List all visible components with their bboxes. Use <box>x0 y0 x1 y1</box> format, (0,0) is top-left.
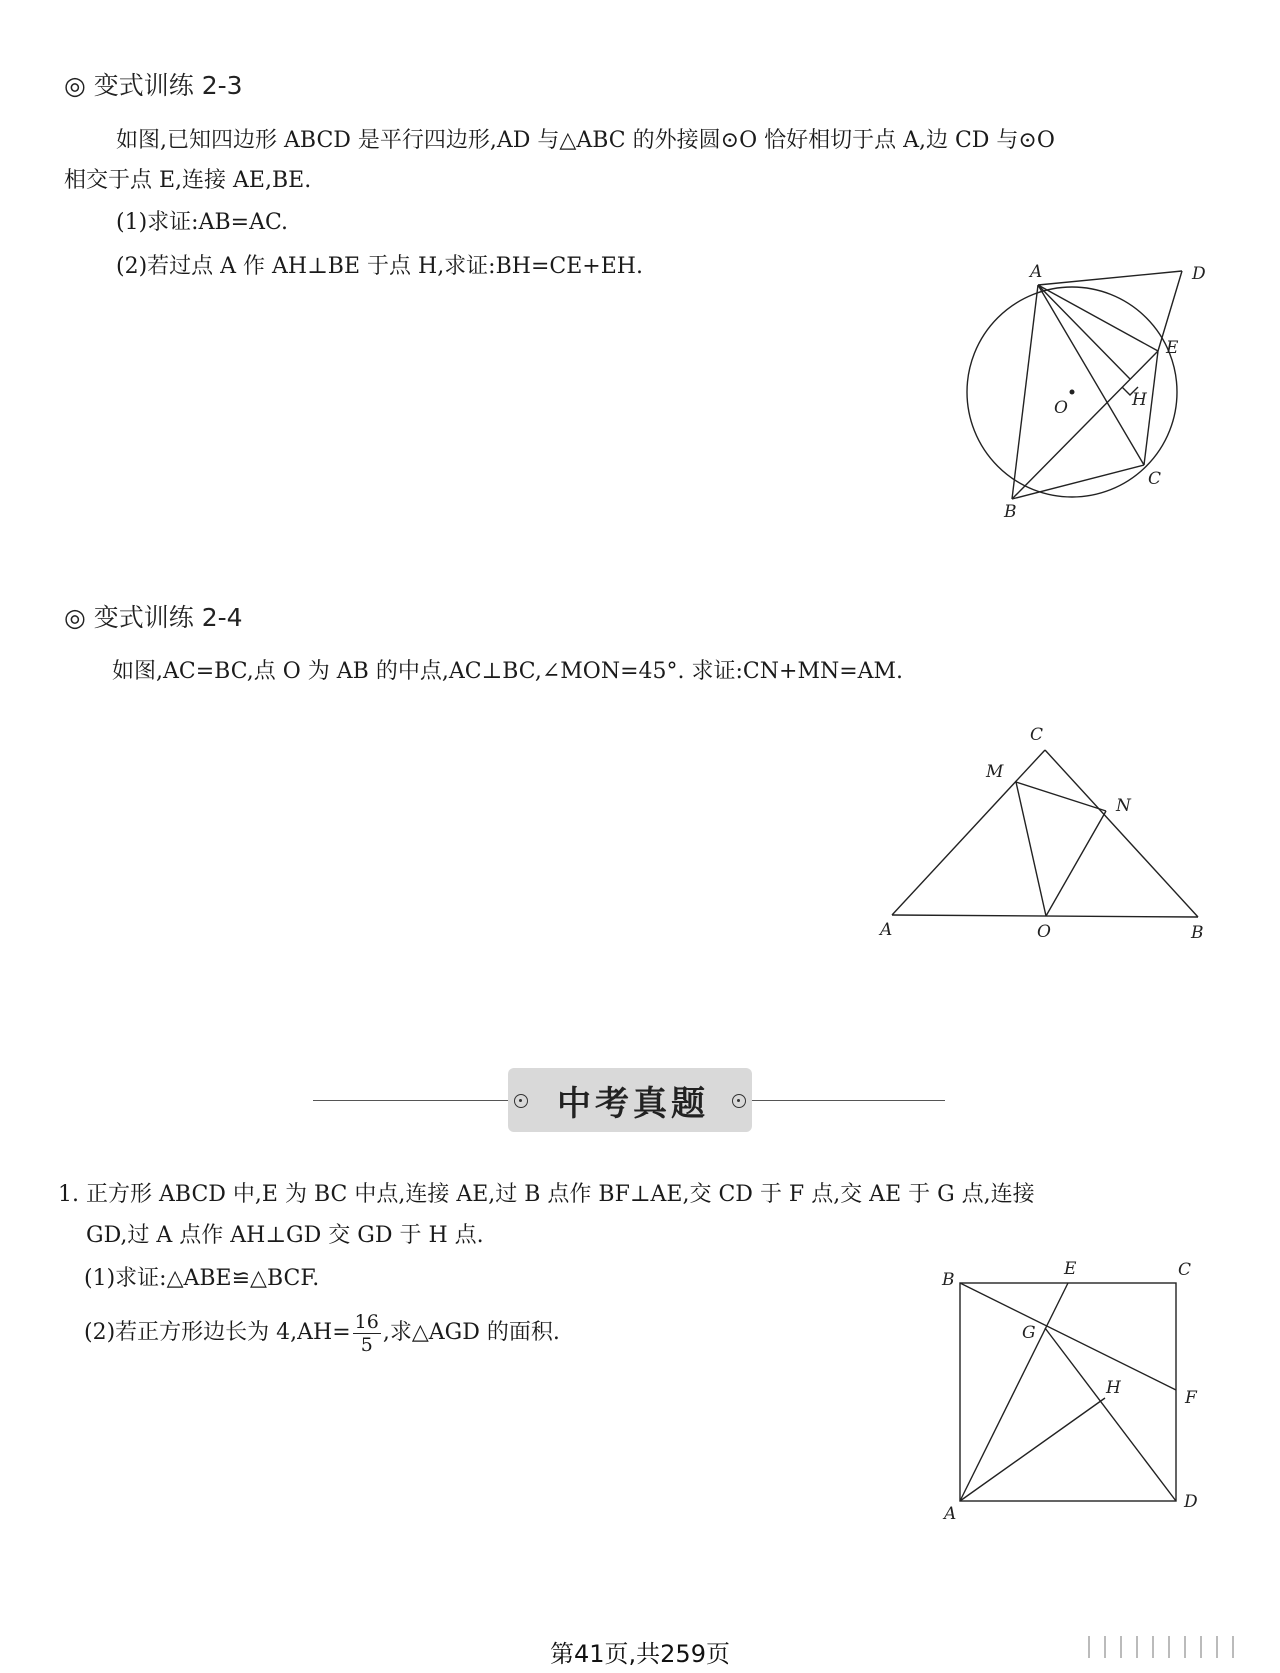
label-G: G <box>1022 1323 1036 1343</box>
segment-BF <box>960 1283 1176 1390</box>
dot-circle-icon <box>514 1094 528 1108</box>
segment-AD <box>1038 271 1182 285</box>
center-point-O <box>1070 390 1075 395</box>
fraction-numerator: 16 <box>354 1310 379 1333</box>
label-F: F <box>1185 1388 1197 1408</box>
problem-text-line: 如图,AC=BC,点 O 为 AB 的中点,AC⊥BC,∠MON=45°. 求证:CN+MN=AM. <box>112 659 904 684</box>
segment-AC <box>1038 285 1144 465</box>
label-A: A <box>1030 262 1043 282</box>
question-2-text: ,求△AGD 的面积. <box>382 1320 560 1345</box>
segment-BE <box>1012 351 1158 499</box>
label-B: B <box>1004 502 1017 520</box>
segment-NO <box>1046 811 1106 916</box>
label-B: B <box>942 1270 955 1290</box>
fraction <box>353 1311 381 1356</box>
label-O: O <box>1054 398 1068 418</box>
label-O: O <box>1037 922 1051 942</box>
segment-MN <box>1016 782 1106 811</box>
label-B: B <box>1191 923 1204 943</box>
label-D: D <box>1184 1492 1198 1512</box>
segment-AC <box>892 750 1045 915</box>
segment-GD <box>1045 1328 1176 1501</box>
label-N: N <box>1116 796 1131 816</box>
label-A: A <box>944 1504 957 1520</box>
label-D: D <box>1192 264 1206 284</box>
segment-AB <box>892 915 1198 917</box>
label-C: C <box>1148 469 1162 489</box>
label-H: H <box>1132 390 1147 410</box>
banner-rule-right <box>745 1100 945 1101</box>
figure-isosceles-right-triangle <box>870 725 1210 945</box>
page-indicator: 第41页,共259页 <box>550 1640 730 1668</box>
segment-AH <box>960 1398 1105 1501</box>
section-heading-2-4: ◎ 变式训练 2-4 <box>64 603 243 632</box>
problem-text-line: 1. 正方形 ABCD 中,E 为 BC 中点,连接 AE,过 B 点作 BF⊥AE,交 CD 于 F 点,交 AE 于 G 点,连接 <box>58 1182 1035 1207</box>
segment-AH <box>1038 285 1130 379</box>
label-C: C <box>1030 725 1044 745</box>
figure-square <box>930 1255 1200 1520</box>
segment-CB <box>1045 750 1198 917</box>
banner-rule-left <box>313 1100 518 1101</box>
label-E: E <box>1166 338 1179 358</box>
page-scroll-indicator[interactable] <box>1088 1636 1264 1660</box>
question-1: (1)求证:AB=AC. <box>116 210 288 235</box>
segment-AE <box>960 1283 1068 1501</box>
banner-title: 中考真题 <box>557 1084 709 1124</box>
label-M: M <box>986 762 1004 782</box>
question-1: (1)求证:△ABE≌△BCF. <box>84 1266 320 1291</box>
label-A: A <box>880 920 893 940</box>
label-E: E <box>1064 1259 1077 1279</box>
figure-circle-parallelogram <box>950 255 1220 520</box>
problem-text-line: 相交于点 E,连接 AE,BE. <box>64 168 312 193</box>
square-ABCD <box>960 1283 1176 1501</box>
section-heading-2-3: ◎ 变式训练 2-3 <box>64 71 243 100</box>
label-C: C <box>1178 1260 1192 1280</box>
segment-AB <box>1012 285 1038 499</box>
question-2-text: (2)若正方形边长为 4,AH= <box>84 1320 351 1345</box>
problem-text-line: 如图,已知四边形 ABCD 是平行四边形,AD 与△ABC 的外接圆⊙O 恰好相切于点 A,边 CD 与⊙O <box>116 128 1055 153</box>
question-2 <box>84 1308 560 1358</box>
dot-circle-icon <box>732 1094 746 1108</box>
segment-MO <box>1016 782 1046 916</box>
question-2: (2)若过点 A 作 AH⊥BE 于点 H,求证:BH=CE+EH. <box>116 254 643 279</box>
segment-AE <box>1038 285 1158 351</box>
problem-text-line: GD,过 A 点作 AH⊥GD 交 GD 于 H 点. <box>86 1223 484 1248</box>
label-H: H <box>1106 1378 1121 1398</box>
fraction-denominator: 5 <box>360 1333 373 1356</box>
segment-BC <box>1012 465 1144 499</box>
